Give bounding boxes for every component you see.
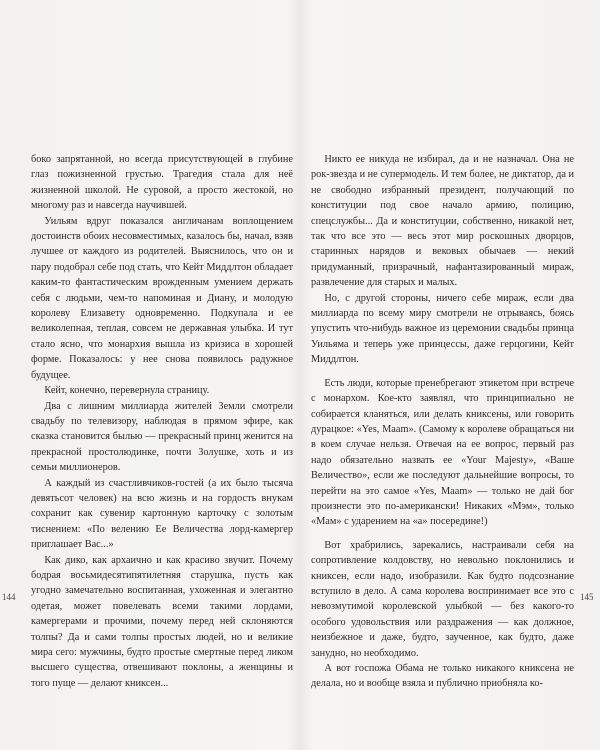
left-page — [31, 152, 293, 691]
right-paragraph-4: Вот храбрились, зарекались, настраивали себя на сопротивление колдовству, но невольно поклонились и книксен, если надо, изобразили. Как будто подсознание вступило в дело. А сама королева воспринимает все это с невозмутимой королевской улыбкой — без какого-то особого удовольствия или раздражения — как должное, неизбежное и даже, будто, заученное, как будто, даже занудно, но необходимо. — [311, 539, 574, 659]
left-paragraph-1: боко запрятанной, но всегда присутствующей в глубине глаз пожизненной грустью. Трагедия стала для неё жизненной школой. Не суровой, а просто жестокой, но многому раз и навсегда научившей. — [31, 154, 293, 212]
right-paragraph-3: Есть люди, которые пренебрегают этикетом при встрече с монархом. Кое-кто заявлял, что принципиально не собирается кланяться, или делать книксены, или говорить дурацкое: «Yes, Maam». (Самому к королеве обращаться ни в коем случае нельзя. Отвечая на ее вопрос, первый раз надо обязательно назвать ее «Your Majesty», «Ваше Величество», если же последуют дальнейшие вопросы, то перейти на это самое «Yes, Maam» — только не дай бог произнести это по-американски! Никаких «Мэм», только «Мам» с ударением на «а» посередине!) — [311, 377, 574, 528]
left-paragraph-5: А каждый из счастливчиков-гостей (а их было тысяча девятьсот человек) на всю жизнь и на гордость внукам сохранит как сувенир картонную карточку с золотым тиснением: «По велению Ее Величества лорд-камергер приглашает Вас...» — [31, 477, 293, 551]
left-paragraph-4: Два с лишним миллиарда жителей Земли смотрели свадьбу по телевизору, наблюдая в прямом эфире, как сказка становится былью — прекрасный принц женится на прекрасной простолюдинке, почти Золушке, хоть и из семьи миллионеров. — [31, 400, 293, 474]
left-paragraph-3: Кейт, конечно, перевернула страницу. — [44, 385, 210, 397]
left-paragraph-2: Уильям вдруг показался англичанам воплощением достоинств обоих несовместимых, казалось бы, начал, взяв лучшее от каждого из родителей. Выяснилось, что он и пару подобрал себе под стать, что Кейт Миддлтон обладает каким-то фантастическим врожденным умением держать себя с людьми, чем-то напоминая и Диану, и молодую королеву Елизавету одновременно. Подкупала и ее великолепная, теплая, совсем не державная улыбка. И тут стало ясно, что монархия вышла из кризиса в хорошей форме. Показалось: у нее снова появилось радужное будущее. — [31, 215, 293, 381]
right-paragraph-1: Никто ее никуда не избирал, да и не назначал. Она не рок-звезда и не супермодель. И тем более, не диктатор, да и не свободно избранный президент, получающий по конституции под свое начало армию, полицию, спецслужбы... Да и конституции, собственно, никакой нет, так что все это — весь этот мир роскошных дворцов, старинных нарядов и вековых обычаев — некий придуманный, призрачный, нафантазированный мираж, развлечение для старых и малых. — [311, 154, 574, 289]
right-page-number: 145 — [580, 592, 594, 602]
right-paragraph-2: Но, с другой стороны, ничего себе мираж, если два миллиарда по всему миру смотрели не отрываясь, боясь упустить что-нибудь важное из церемонии свадьбы принца Уильяма и теперь уже принцессы, даже герцогини, Кейт Миддлтон. — [311, 292, 574, 366]
right-page — [311, 152, 574, 692]
left-paragraph-6: Как дико, как архаично и как красиво звучит. Почему бодрая восьмидесятипятилетняя старушка, пусть как угодно замечательно воспитанная, ухоженная и элегантно одетая, может повелевать всеми такими лордами, камергерами и прочими, почему перед ней склоняются толпы? Да и сами толпы простых людей, но и великие мира сего: мужчины, будто простые смертные перед ликом высшего существа, отвешивают поклоны, а женщины и того пуще — делают книксен... — [31, 554, 293, 689]
right-paragraph-5: А вот госпожа Обама не только никакого книксена не делала, но и вообще взяла и публично приобняла ко- — [311, 663, 574, 690]
left-page-number: 144 — [2, 592, 16, 602]
